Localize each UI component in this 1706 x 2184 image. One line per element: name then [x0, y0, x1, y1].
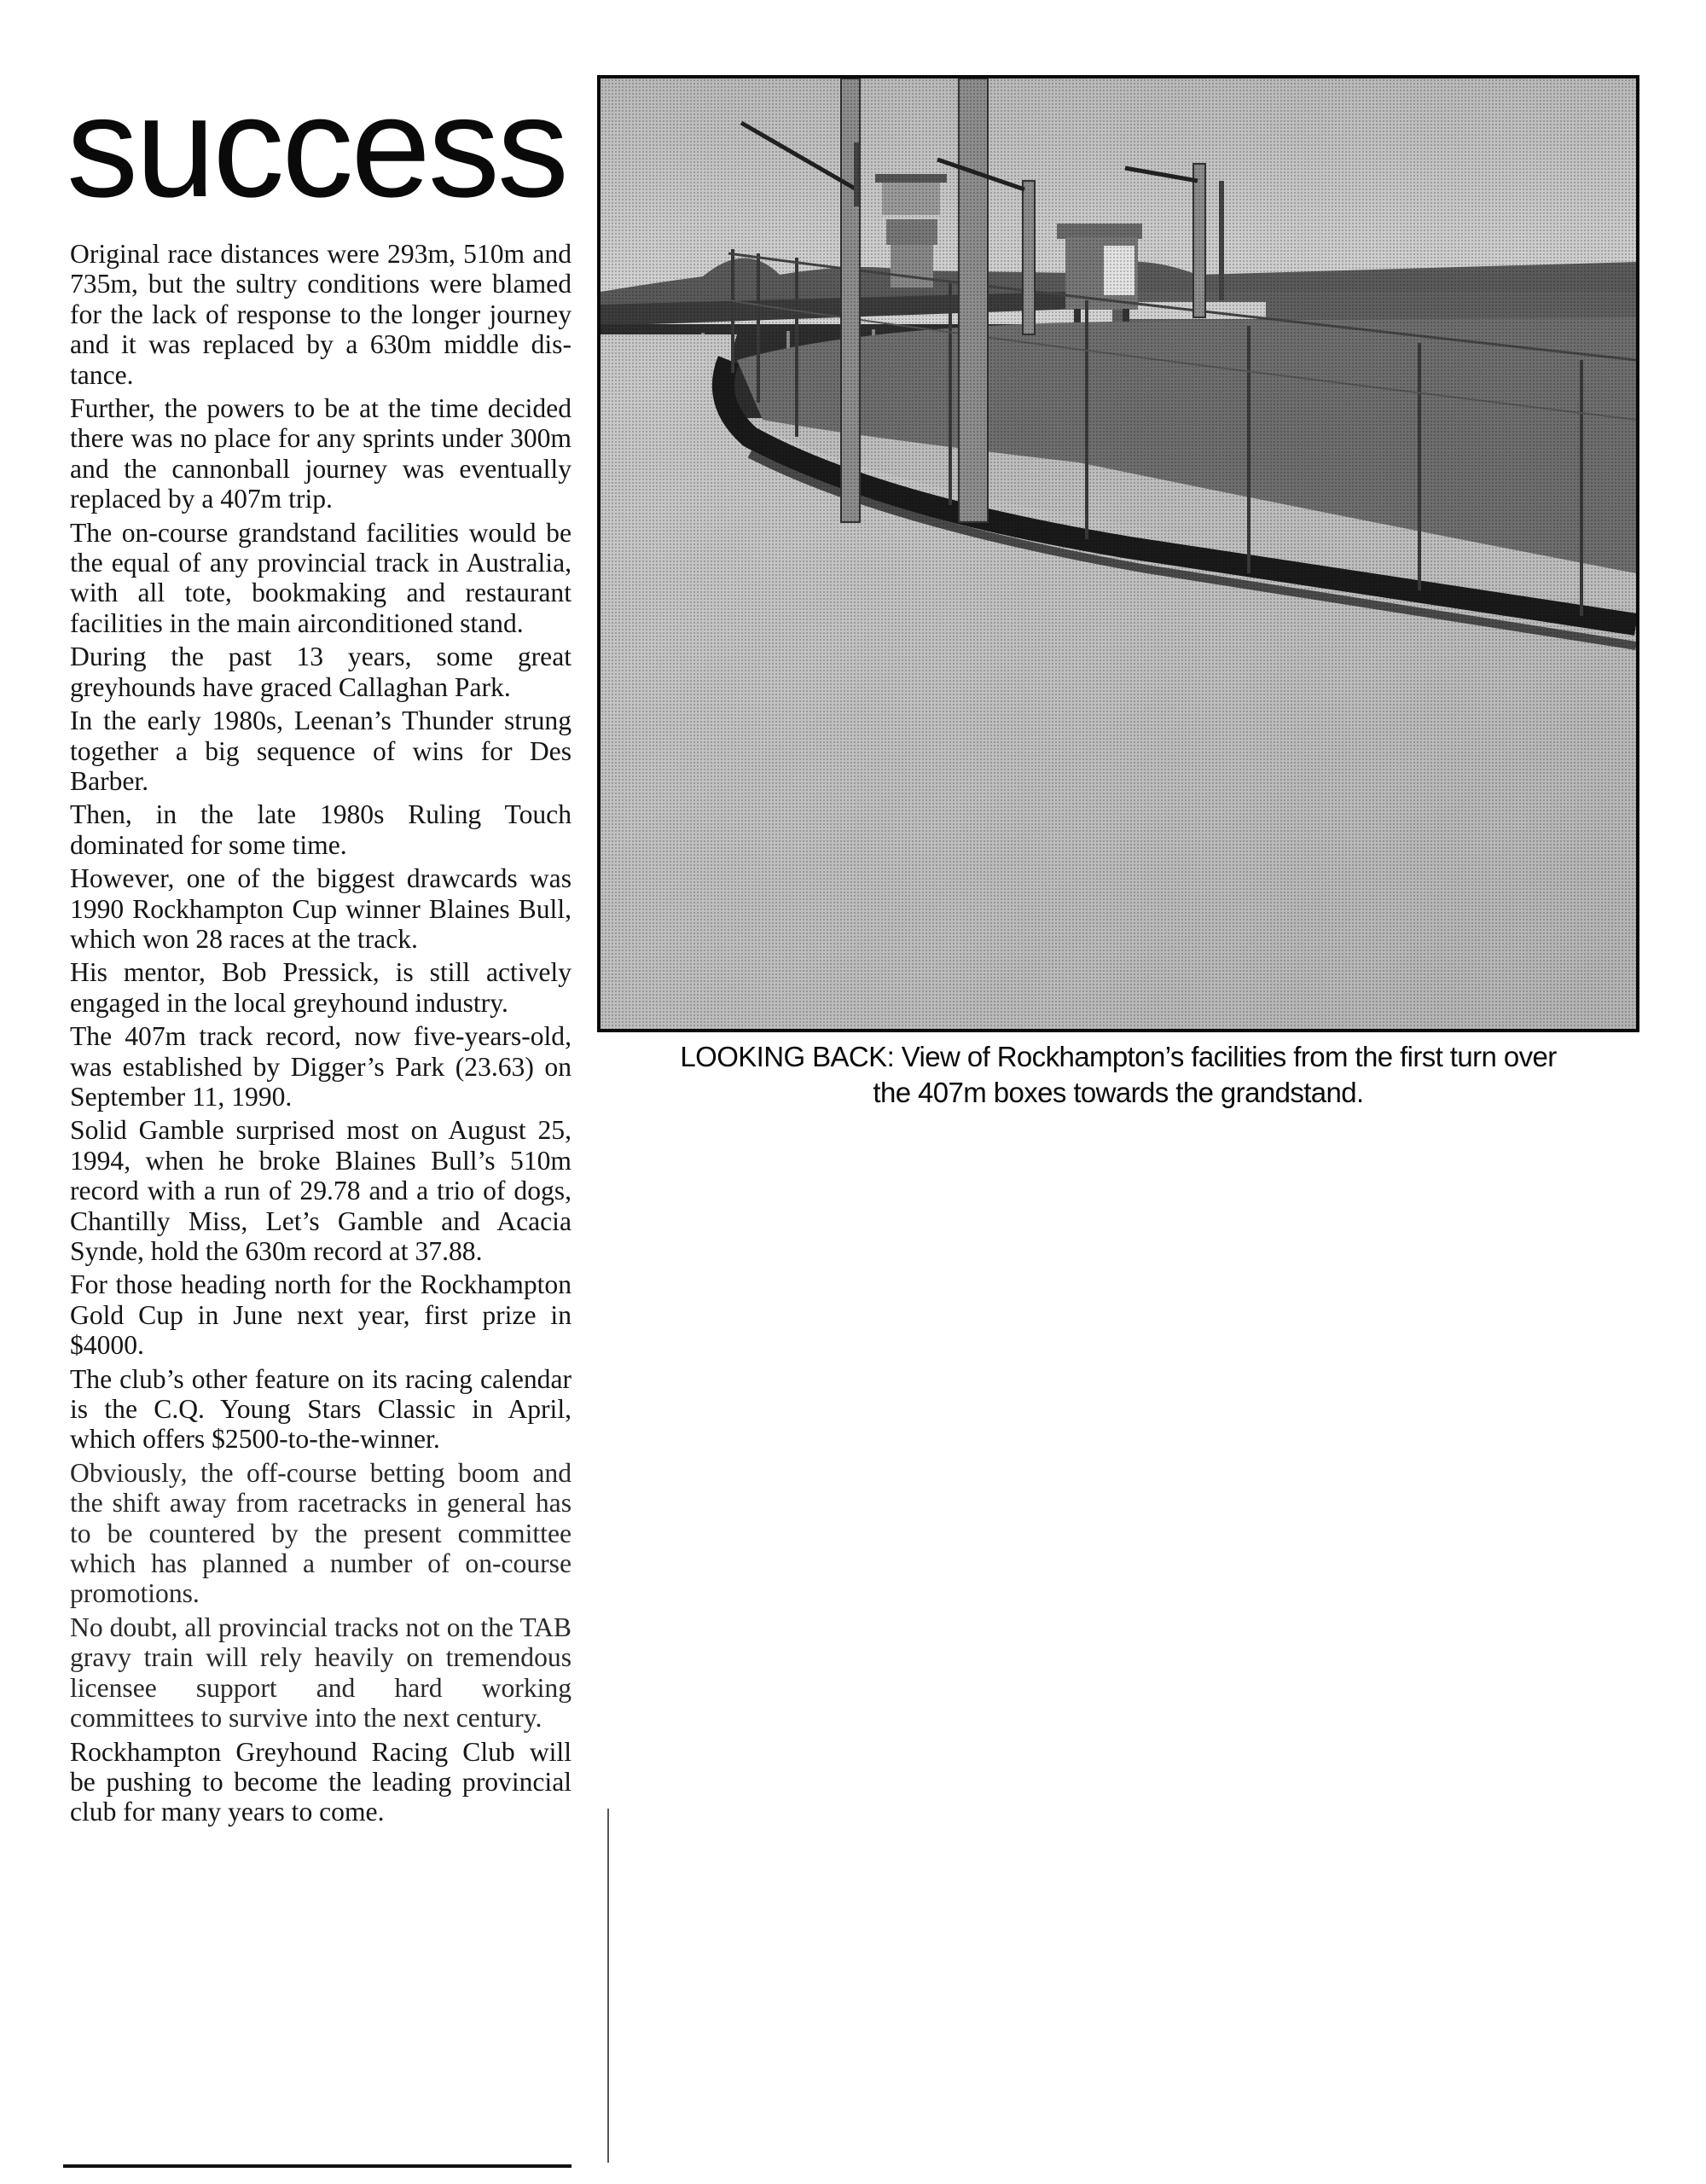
track-photo — [597, 75, 1639, 1032]
paragraph: The 407m track record, now five-years-old, was established by Digger’s Park (23.63) on September 11, 1990. — [70, 1021, 572, 1112]
paragraph: Then, in the late 1980s Ruling Touch dominated for some time. — [70, 799, 572, 860]
track-photo-image — [601, 78, 1636, 1029]
headline: success — [67, 67, 566, 227]
paragraph: During the past 13 years, some great greyhounds have graced Callaghan Park. — [70, 642, 572, 702]
paragraph: His mentor, Bob Pressick, is still actively engaged in the local greyhound industry. — [70, 957, 572, 1018]
paragraph: Further, the powers to be at the time decided there was no place for any sprints under 300m and the cannonball journey was eventually replaced by a 407m trip. — [70, 393, 572, 514]
paragraph: Obviously, the off-course betting boom and the shift away from racetracks in general has to be countered by the present committee which has planned a number of on-course promotions. — [70, 1457, 572, 1609]
paragraph: The club’s other feature on its racing calendar is the C.Q. Young Stars Classic in April, which offers $2500-to-the-winner. — [70, 1363, 572, 1455]
paragraph: For those heading north for the Rockhampton Gold Cup in June next year, first prize in $4000. — [70, 1269, 572, 1361]
caption-line-1: LOOKING BACK: View of Rockhampton’s facilities from the first turn over — [680, 1041, 1557, 1072]
paragraph: The on-course grandstand facilities would be the equal of any provincial track in Australia, with all tote, bookmaking and restaurant facilities in the main airconditioned stand. — [70, 517, 572, 638]
photo-caption — [597, 1039, 1639, 1111]
halftone-overlay — [601, 78, 1636, 1029]
paragraph: In the early 1980s, Leenan’s Thunder strung together a big sequence of wins for Des Barber. — [70, 706, 572, 796]
caption-line-2: the 407m boxes towards the grandstand. — [873, 1077, 1364, 1108]
article-body — [70, 239, 572, 1831]
column-rule — [607, 1809, 609, 2163]
paragraph: Original race distances were 293m, 510m and 735m, but the sultry conditions were blamed for the lack of response to the longer journey and it was replaced by a 630m middle distance. — [70, 239, 572, 390]
end-rule — [63, 2164, 572, 2168]
paragraph: However, one of the biggest drawcards was 1990 Rockhampton Cup winner Blaines Bull, which won 28 races at the track. — [70, 863, 572, 954]
paragraph: No doubt, all provincial tracks not on the TAB gravy train will rely heavily on tremendous licensee support and hard working committees to survive into the next century. — [70, 1612, 572, 1734]
paragraph: Rockhampton Greyhound Racing Club will be pushing to become the leading provincial club for many years to come. — [70, 1736, 572, 1827]
paragraph: Solid Gamble surprised most on August 25, 1994, when he broke Blaines Bull’s 510m record with a run of 29.78 and a trio of dogs, Chantilly Miss, Let’s Gamble and Acacia Synde, hold the 630m record at 37.88. — [70, 1115, 572, 1266]
